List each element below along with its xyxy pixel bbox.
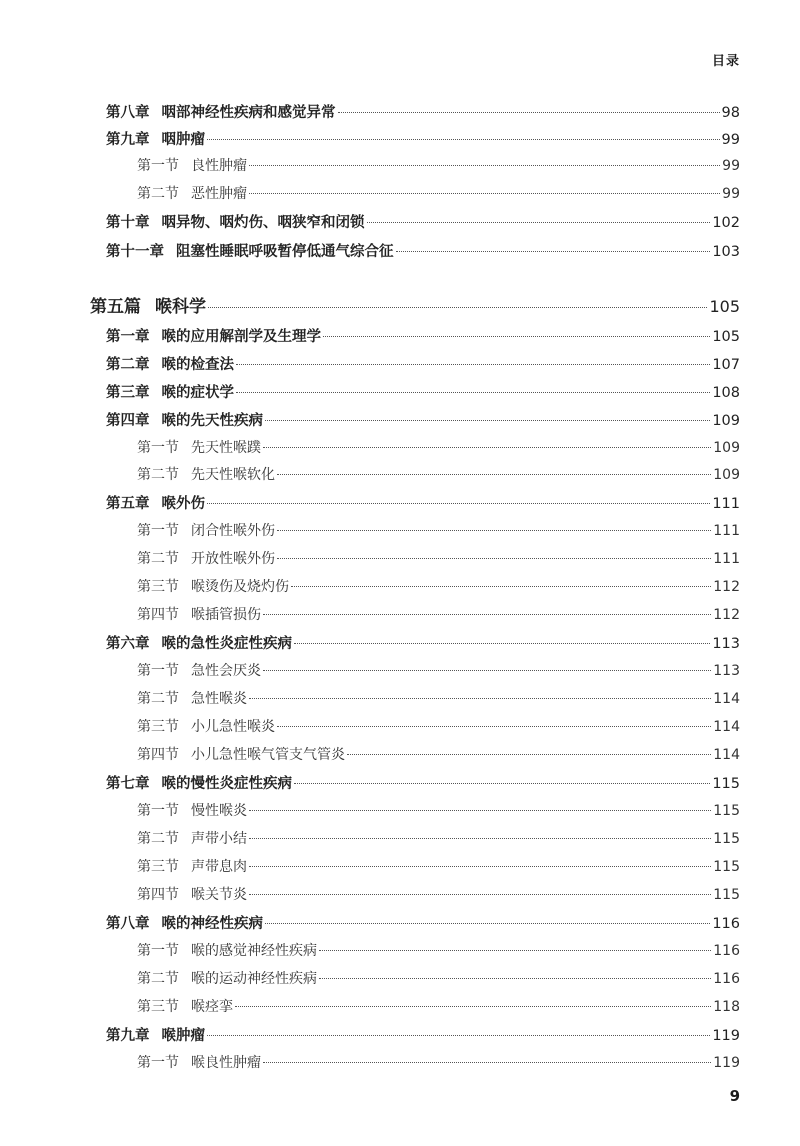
- toc-entry-title: 咽部神经性疾病和感觉异常: [161, 105, 336, 121]
- toc-entry-number: 第一节: [137, 523, 179, 539]
- toc-section-entry[interactable]: [137, 968, 740, 988]
- dot-leader: [294, 783, 710, 784]
- toc-section-entry[interactable]: [137, 940, 740, 960]
- toc-entry-page: 115: [713, 887, 740, 903]
- dot-leader: [207, 503, 710, 504]
- toc-entry-page: 107: [712, 357, 740, 373]
- dot-leader: [249, 810, 711, 811]
- toc-section-entry[interactable]: [137, 464, 740, 484]
- toc-entry-title: 闭合性喉外伤: [191, 523, 275, 539]
- toc-entry-title: 喉的神经性疾病: [161, 916, 263, 932]
- toc-entry-number: 第一节: [137, 440, 179, 456]
- toc-section-entry[interactable]: [137, 800, 740, 820]
- toc-section-entry[interactable]: [137, 828, 740, 848]
- toc-entry-title: 喉插管损伤: [191, 607, 261, 623]
- toc-chapter-entry[interactable]: [106, 492, 740, 513]
- dot-leader: [277, 558, 711, 559]
- toc-entry-page: 114: [713, 747, 740, 763]
- toc-entry-title: 咽肿瘤: [161, 132, 205, 148]
- toc-chapter-entry[interactable]: [106, 1024, 740, 1045]
- toc-entry-number: 第四节: [137, 607, 179, 623]
- toc-section-entry[interactable]: [137, 1052, 740, 1072]
- dot-leader: [396, 251, 711, 252]
- toc-entry-title: 喉肿瘤: [161, 1028, 205, 1044]
- dot-leader: [249, 165, 720, 166]
- dot-leader: [277, 530, 711, 531]
- toc-section-entry[interactable]: [137, 660, 740, 680]
- toc-entry-number: 第二节: [137, 971, 179, 987]
- toc-entry-title: 声带息肉: [191, 859, 247, 875]
- toc-entry-title: 喉的慢性炎症性疾病: [161, 776, 292, 792]
- dot-leader: [249, 838, 711, 839]
- toc-entry-title: 喉的先天性疾病: [161, 413, 263, 429]
- toc-entry-page: 111: [713, 551, 740, 567]
- toc-entry-number: 第十章: [106, 215, 150, 231]
- toc-entry-title: 阻塞性睡眠呼吸暂停低通气综合征: [176, 244, 394, 260]
- toc-entry-title: 小儿急性喉气管支气管炎: [191, 747, 345, 763]
- toc-entry-number: 第二章: [106, 357, 150, 373]
- toc-entry-title: 开放性喉外伤: [191, 551, 275, 567]
- dot-leader: [235, 1006, 711, 1007]
- toc-entry-page: 118: [713, 999, 740, 1015]
- toc-entry-title: 先天性喉蹼: [191, 440, 261, 456]
- toc-entry-number: 第三节: [137, 999, 179, 1015]
- toc-entry-page: 105: [709, 297, 740, 316]
- toc-chapter-entry[interactable]: [106, 240, 740, 261]
- dot-leader: [263, 670, 711, 671]
- toc-section-entry[interactable]: [137, 884, 740, 904]
- toc-entry-number: 第三章: [106, 385, 150, 401]
- toc-section-entry[interactable]: [137, 548, 740, 568]
- toc-entry-number: 第一节: [137, 158, 179, 174]
- dot-leader: [265, 420, 710, 421]
- toc-entry-title: 喉科学: [155, 297, 206, 317]
- dot-leader: [236, 364, 710, 365]
- toc-entry-number: 第四节: [137, 887, 179, 903]
- toc-entry-page: 119: [713, 1055, 740, 1071]
- dot-leader: [265, 923, 710, 924]
- toc-entry-number: 第七章: [106, 776, 150, 792]
- toc-entry-number: 第二节: [137, 831, 179, 847]
- running-header: 目录: [711, 54, 740, 69]
- toc-entry-number: 第五篇: [90, 297, 141, 317]
- toc-entry-number: 第三节: [137, 579, 179, 595]
- toc-entry-number: 第八章: [106, 105, 150, 121]
- toc-entry-page: 116: [712, 916, 740, 932]
- toc-entry-title: 良性肿瘤: [191, 158, 247, 174]
- toc-entry-number: 第九章: [106, 132, 150, 148]
- page-number: 9: [729, 1087, 740, 1105]
- dot-leader: [291, 586, 711, 587]
- toc-entry-title: 慢性喉炎: [191, 803, 247, 819]
- toc-entry-page: 116: [713, 943, 740, 959]
- dot-leader: [277, 726, 711, 727]
- toc-entry-title: 喉的急性炎症性疾病: [161, 636, 292, 652]
- dot-leader: [277, 474, 711, 475]
- toc-section-entry[interactable]: [137, 437, 740, 457]
- dot-leader: [207, 139, 720, 140]
- dot-leader: [263, 614, 711, 615]
- dot-leader: [263, 1062, 711, 1063]
- toc-section-entry[interactable]: [137, 856, 740, 876]
- dot-leader: [236, 392, 710, 393]
- toc-entry-title: 小儿急性喉炎: [191, 719, 275, 735]
- toc-entry-number: 第八章: [106, 916, 150, 932]
- toc-entry-title: 声带小结: [191, 831, 247, 847]
- toc-entry-page: 109: [713, 467, 740, 483]
- toc-entry-number: 第一节: [137, 663, 179, 679]
- toc-entry-title: 先天性喉软化: [191, 467, 275, 483]
- toc-chapter-entry[interactable]: [106, 912, 740, 933]
- dot-leader: [319, 978, 711, 979]
- toc-entry-number: 第一章: [106, 329, 150, 345]
- toc-chapter-entry[interactable]: [106, 381, 740, 402]
- toc-entry-title: 喉的应用解剖学及生理学: [161, 329, 321, 345]
- dot-leader: [323, 336, 710, 337]
- toc-section-entry[interactable]: [137, 604, 740, 624]
- dot-leader: [207, 1035, 710, 1036]
- toc-entry-title: 喉关节炎: [191, 887, 247, 903]
- dot-leader: [249, 193, 720, 194]
- toc-entry-title: 喉痉挛: [191, 999, 233, 1015]
- toc-entry-page: 119: [712, 1028, 740, 1044]
- toc-entry-title: 喉的检查法: [161, 357, 234, 373]
- toc-entry-number: 第三节: [137, 859, 179, 875]
- toc-entry-page: 112: [713, 579, 740, 595]
- toc-entry-page: 116: [713, 971, 740, 987]
- toc-entry-page: 113: [712, 636, 740, 652]
- toc-entry-number: 第二节: [137, 467, 179, 483]
- toc-section-entry[interactable]: [137, 716, 740, 736]
- toc-entry-title: 喉外伤: [161, 496, 205, 512]
- toc-entry-title: 喉的运动神经性疾病: [191, 971, 317, 987]
- toc-entry-title: 喉的感觉神经性疾病: [191, 943, 317, 959]
- dot-leader: [338, 112, 720, 113]
- toc-section-entry[interactable]: [137, 996, 740, 1016]
- toc-entry-title: 急性会厌炎: [191, 663, 261, 679]
- dot-leader: [208, 307, 707, 308]
- toc-section-entry[interactable]: [137, 744, 740, 764]
- toc-entry-page: 114: [713, 691, 740, 707]
- toc-entry-number: 第二节: [137, 186, 179, 202]
- toc-chapter-entry[interactable]: [106, 409, 740, 430]
- toc-entry-page: 102: [712, 215, 740, 231]
- toc-entry-number: 第四节: [137, 747, 179, 763]
- toc-entry-number: 第一节: [137, 943, 179, 959]
- toc-entry-number: 第九章: [106, 1028, 150, 1044]
- toc-entry-number: 第一节: [137, 1055, 179, 1071]
- toc-entry-page: 99: [722, 186, 740, 202]
- toc-section-entry[interactable]: [137, 155, 740, 175]
- toc-entry-page: 98: [721, 105, 740, 121]
- dot-leader: [294, 643, 710, 644]
- toc-entry-page: 113: [713, 663, 740, 679]
- toc-entry-number: 第一节: [137, 803, 179, 819]
- toc-entry-number: 第四章: [106, 413, 150, 429]
- toc-entry-number: 第六章: [106, 636, 150, 652]
- toc-entry-number: 第二节: [137, 691, 179, 707]
- toc-entry-page: 115: [713, 803, 740, 819]
- toc-chapter-entry[interactable]: [106, 353, 740, 374]
- toc-entry-number: 第二节: [137, 551, 179, 567]
- toc-chapter-entry[interactable]: [106, 325, 740, 346]
- toc-entry-title: 喉的症状学: [161, 385, 234, 401]
- toc-chapter-entry[interactable]: [106, 211, 740, 232]
- toc-entry-page: 99: [722, 158, 740, 174]
- toc-entry-page: 111: [712, 496, 740, 512]
- dot-leader: [249, 698, 711, 699]
- toc-entry-page: 111: [713, 523, 740, 539]
- toc-chapter-entry[interactable]: [106, 128, 740, 149]
- dot-leader: [367, 222, 711, 223]
- toc-entry-title: 咽异物、咽灼伤、咽狭窄和闭锁: [161, 215, 365, 231]
- toc-entry-page: 108: [712, 385, 740, 401]
- toc-entry-page: 115: [712, 776, 740, 792]
- toc-part-entry[interactable]: [90, 292, 740, 317]
- dot-leader: [319, 950, 711, 951]
- toc-section-entry[interactable]: [137, 520, 740, 540]
- dot-leader: [249, 866, 711, 867]
- toc-chapter-entry[interactable]: [106, 632, 740, 653]
- toc-entry-page: 99: [721, 132, 740, 148]
- toc-entry-title: 喉烫伤及烧灼伤: [191, 579, 289, 595]
- dot-leader: [263, 447, 711, 448]
- toc-chapter-entry[interactable]: [106, 772, 740, 793]
- toc-entry-page: 115: [713, 859, 740, 875]
- toc-entry-number: 第三节: [137, 719, 179, 735]
- toc-entry-page: 103: [712, 244, 740, 260]
- toc-section-entry[interactable]: [137, 576, 740, 596]
- toc-entry-title: 喉良性肿瘤: [191, 1055, 261, 1071]
- toc-entry-page: 115: [713, 831, 740, 847]
- toc-section-entry[interactable]: [137, 688, 740, 708]
- dot-leader: [249, 894, 711, 895]
- toc-entry-title: 恶性肿瘤: [191, 186, 247, 202]
- dot-leader: [347, 754, 711, 755]
- toc-entry-title: 急性喉炎: [191, 691, 247, 707]
- toc-entry-page: 109: [713, 440, 740, 456]
- toc-entry-page: 112: [713, 607, 740, 623]
- toc-entry-page: 109: [712, 413, 740, 429]
- toc-entry-number: 第十一章: [106, 244, 164, 260]
- toc-section-entry[interactable]: [137, 183, 740, 203]
- toc-entry-page: 105: [712, 329, 740, 345]
- toc-chapter-entry[interactable]: [106, 101, 740, 122]
- toc-entry-number: 第五章: [106, 496, 150, 512]
- toc-entry-page: 114: [713, 719, 740, 735]
